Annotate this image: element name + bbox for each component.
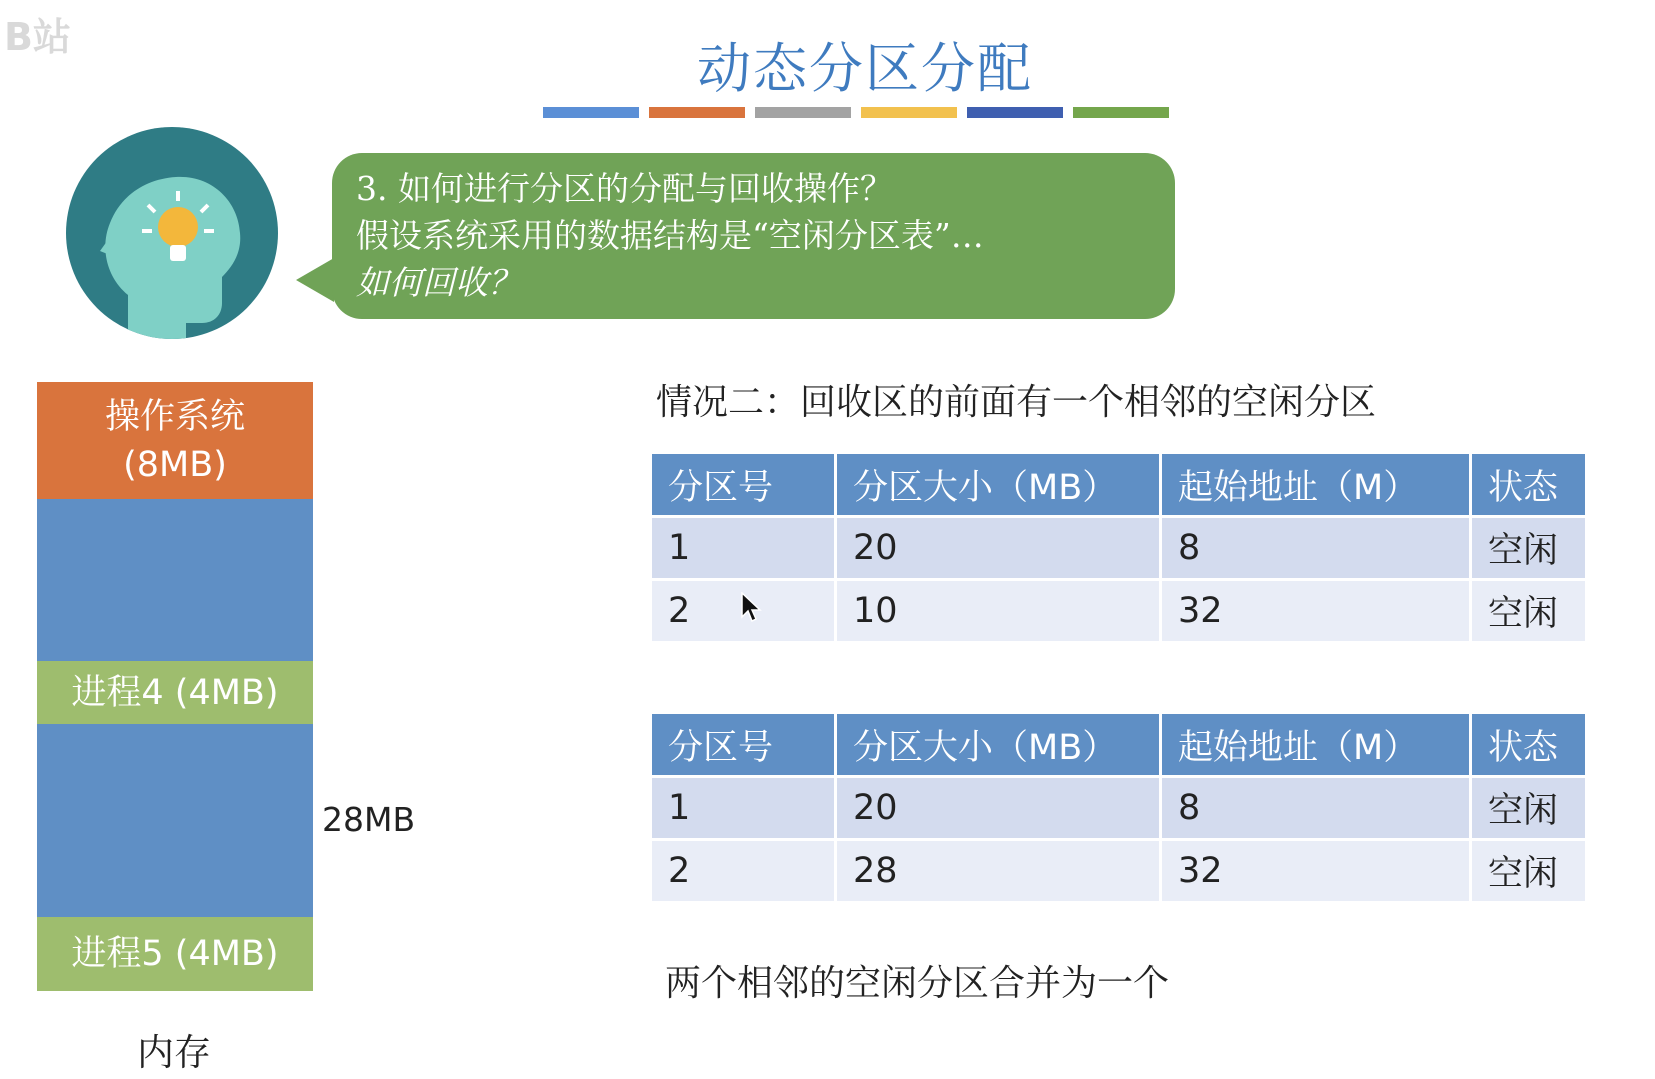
cell-partition-size: 10 bbox=[837, 581, 1159, 641]
table-header-row bbox=[652, 454, 1585, 515]
cell-partition-no: 2 bbox=[652, 841, 834, 901]
title-bar-segment bbox=[649, 107, 745, 118]
table-header-row bbox=[652, 714, 1585, 775]
cell-start-address: 8 bbox=[1162, 518, 1469, 578]
os-label: 操作系统 bbox=[104, 396, 245, 437]
bubble-line-2: 假设系统采用的数据结构是“空闲分区表”… bbox=[356, 216, 984, 255]
cell-partition-no: 2 bbox=[652, 581, 834, 641]
table-row bbox=[652, 581, 1585, 641]
header-partition-size: 分区大小（MB） bbox=[837, 454, 1159, 515]
free-block bbox=[37, 499, 313, 661]
case-title: 情况二：回收区的前面有一个相邻的空闲分区 bbox=[656, 382, 1377, 423]
header-status: 状态 bbox=[1472, 454, 1585, 515]
cell-status: 空闲 bbox=[1472, 581, 1585, 641]
mouse-pointer-icon bbox=[741, 592, 763, 628]
os-size: (8MB) bbox=[123, 444, 227, 485]
cell-start-address: 32 bbox=[1162, 581, 1469, 641]
table-row bbox=[652, 841, 1585, 901]
free-block bbox=[37, 724, 313, 917]
title-bar-segment bbox=[543, 107, 639, 118]
summary-text: 两个相邻的空闲分区合并为一个 bbox=[665, 963, 1170, 1004]
cell-partition-size: 20 bbox=[837, 518, 1159, 578]
cell-status: 空闲 bbox=[1472, 518, 1585, 578]
header-start-address: 起始地址（M） bbox=[1162, 454, 1469, 515]
os-block bbox=[37, 382, 313, 499]
header-partition-no: 分区号 bbox=[652, 714, 834, 775]
free-size-label: 28MB bbox=[322, 800, 416, 839]
header-status: 状态 bbox=[1472, 714, 1585, 775]
cell-partition-no: 1 bbox=[652, 518, 834, 578]
free-partition-table-before bbox=[649, 451, 1588, 644]
header-partition-no: 分区号 bbox=[652, 454, 834, 515]
cell-partition-size-merged: 28 bbox=[837, 841, 1159, 901]
title-bar-segment bbox=[861, 107, 957, 118]
speech-bubble-tail bbox=[296, 258, 334, 302]
title-bar-segment bbox=[1073, 107, 1169, 118]
title-bar-segment bbox=[967, 107, 1063, 118]
cell-status: 空闲 bbox=[1472, 778, 1585, 838]
cell-partition-size: 20 bbox=[837, 778, 1159, 838]
watermark: B站 bbox=[4, 15, 71, 59]
cell-status: 空闲 bbox=[1472, 841, 1585, 901]
table-row bbox=[652, 778, 1585, 838]
title-bar-segment bbox=[755, 107, 851, 118]
process4-block: 进程4 (4MB) bbox=[37, 661, 313, 724]
process5-block: 进程5 (4MB) bbox=[37, 917, 313, 991]
speech-bubble bbox=[332, 153, 1175, 319]
cell-partition-no: 1 bbox=[652, 778, 834, 838]
memory-caption: 内存 bbox=[137, 1031, 211, 1074]
header-start-address: 起始地址（M） bbox=[1162, 714, 1469, 775]
free-partition-table-after bbox=[649, 711, 1588, 904]
slide-title: 动态分区分配 bbox=[697, 37, 1033, 100]
header-partition-size: 分区大小（MB） bbox=[837, 714, 1159, 775]
cell-start-address: 8 bbox=[1162, 778, 1469, 838]
bubble-line-3: 如何回收？ bbox=[356, 263, 521, 302]
head-lightbulb-icon bbox=[66, 127, 278, 339]
cell-start-address: 32 bbox=[1162, 841, 1469, 901]
table-row bbox=[652, 518, 1585, 578]
title-color-bars bbox=[543, 107, 1169, 118]
bubble-line-1: 3. 如何进行分区的分配与回收操作？ bbox=[356, 169, 893, 208]
